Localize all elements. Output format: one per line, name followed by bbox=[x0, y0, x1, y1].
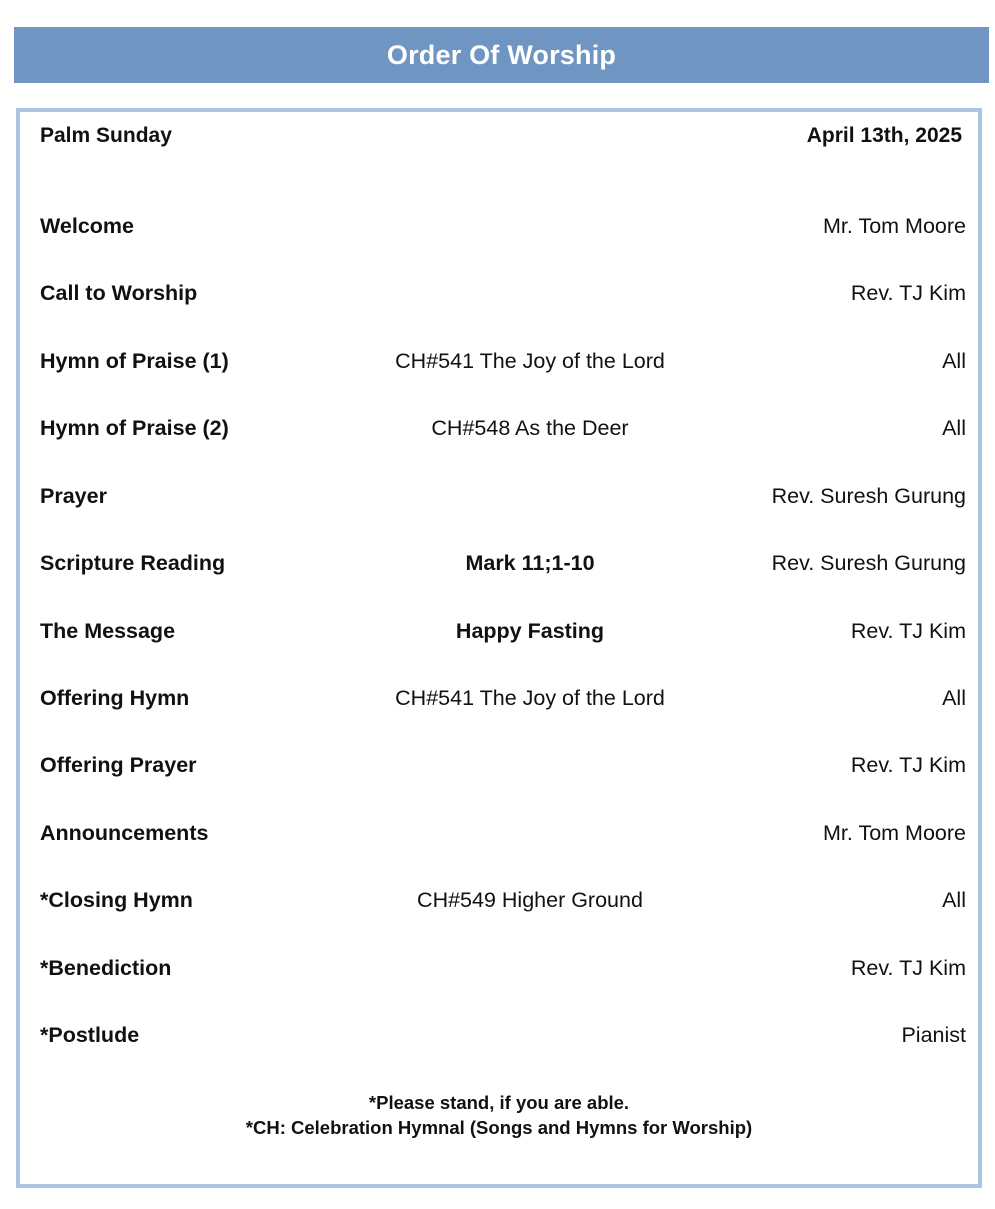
item-leader: Rev. TJ Kim bbox=[850, 281, 966, 305]
worship-item-offering-hymn bbox=[40, 686, 966, 716]
item-leader: Rev. TJ Kim bbox=[850, 753, 966, 777]
worship-item-prayer bbox=[40, 484, 966, 514]
item-leader: Mr. Tom Moore bbox=[823, 821, 966, 845]
item-leader: All bbox=[942, 416, 966, 440]
item-title: *Postlude bbox=[40, 1023, 140, 1047]
item-leader: All bbox=[942, 686, 966, 710]
worship-item-postlude bbox=[40, 1023, 966, 1053]
item-title: *Closing Hymn bbox=[40, 888, 193, 912]
worship-item-hymn-of-praise-2 bbox=[40, 416, 966, 446]
item-detail: Happy Fasting bbox=[455, 619, 605, 643]
worship-item-the-message bbox=[40, 619, 966, 649]
item-title: Call to Worship bbox=[40, 281, 198, 305]
item-leader: Rev. Suresh Gurung bbox=[771, 551, 966, 575]
item-title: Offering Prayer bbox=[40, 753, 197, 777]
item-title: *Benediction bbox=[40, 956, 172, 980]
stand-note: *Please stand, if you are able. bbox=[368, 1092, 630, 1113]
page-title: Order Of Worship bbox=[386, 39, 617, 70]
item-detail: CH#541 The Joy of the Lord bbox=[395, 349, 665, 373]
worship-item-call-to-worship bbox=[40, 281, 966, 311]
item-leader: All bbox=[942, 888, 966, 912]
service-name: Palm Sunday bbox=[40, 124, 172, 147]
service-date: April 13th, 2025 bbox=[806, 124, 962, 147]
item-detail: CH#549 Higher Ground bbox=[417, 888, 643, 912]
item-leader: All bbox=[942, 349, 966, 373]
worship-item-announcements bbox=[40, 821, 966, 851]
footnotes bbox=[20, 1090, 978, 1140]
header-bar bbox=[14, 27, 989, 83]
item-detail: CH#548 As the Deer bbox=[431, 416, 629, 440]
order-of-worship-box bbox=[16, 108, 982, 1188]
item-detail: CH#541 The Joy of the Lord bbox=[395, 686, 665, 710]
item-leader: Pianist bbox=[901, 1023, 966, 1047]
item-leader: Rev. Suresh Gurung bbox=[771, 484, 966, 508]
item-leader: Mr. Tom Moore bbox=[823, 214, 966, 238]
item-title: Offering Hymn bbox=[40, 686, 190, 710]
item-title: Announcements bbox=[40, 821, 209, 845]
hymnal-note: *CH: Celebration Hymnal (Songs and Hymns for Worship) bbox=[245, 1117, 753, 1138]
item-title: Hymn of Praise (2) bbox=[40, 416, 229, 440]
worship-item-offering-prayer bbox=[40, 753, 966, 783]
item-leader: Rev. TJ Kim bbox=[850, 619, 966, 643]
item-title: Hymn of Praise (1) bbox=[40, 349, 229, 373]
worship-item-scripture-reading bbox=[40, 551, 966, 581]
worship-item-hymn-of-praise-1 bbox=[40, 349, 966, 379]
worship-item-welcome bbox=[40, 214, 966, 244]
item-title: Prayer bbox=[40, 484, 107, 508]
worship-item-benediction bbox=[40, 956, 966, 986]
item-title: The Message bbox=[40, 619, 176, 643]
worship-item-closing-hymn bbox=[40, 888, 966, 918]
service-info bbox=[40, 124, 962, 148]
item-title: Welcome bbox=[40, 214, 134, 238]
item-leader: Rev. TJ Kim bbox=[850, 956, 966, 980]
item-detail: Mark 11;1-10 bbox=[465, 551, 595, 575]
item-title: Scripture Reading bbox=[40, 551, 226, 575]
